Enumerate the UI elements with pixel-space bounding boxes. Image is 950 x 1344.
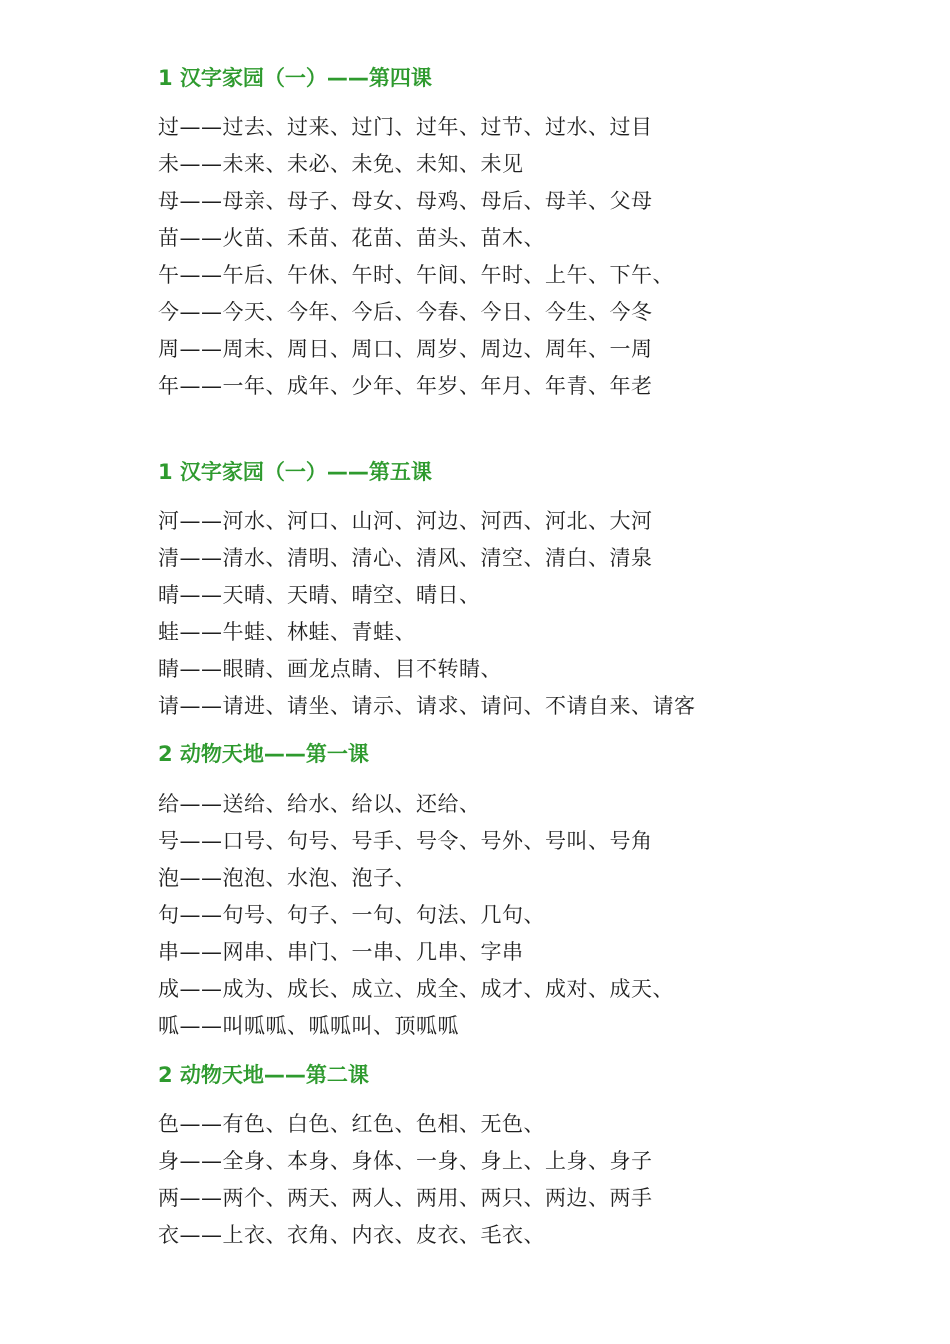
- word-line: 号——口号、句号、号手、号令、号外、号叫、号角: [158, 829, 653, 853]
- word-line: 年——一年、成年、少年、年岁、年月、年青、年老: [158, 374, 653, 398]
- section-heading: 2 动物天地——第二课: [158, 1063, 369, 1087]
- section-heading: 1 汉字家园（一）——第四课: [158, 66, 432, 90]
- word-line: 未——未来、未必、未免、未知、未见: [158, 152, 524, 176]
- word-line: 周——周末、周日、周口、周岁、周边、周年、一周: [158, 337, 653, 361]
- word-line: 身——全身、本身、身体、一身、身上、上身、身子: [158, 1149, 653, 1173]
- word-line: 今——今天、今年、今后、今春、今日、今生、今冬: [158, 300, 653, 324]
- word-line: 过——过去、过来、过门、过年、过节、过水、过目: [158, 115, 653, 139]
- word-line: 请——请进、请坐、请示、请求、请问、不请自来、请客: [158, 694, 696, 718]
- word-line: 晴——天晴、天晴、晴空、晴日、: [158, 583, 481, 607]
- word-line: 午——午后、午休、午时、午间、午时、上午、下午、: [158, 263, 674, 287]
- word-line: 睛——眼睛、画龙点睛、目不转睛、: [158, 657, 502, 681]
- word-line: 衣——上衣、衣角、内衣、皮衣、毛衣、: [158, 1223, 545, 1247]
- word-line: 苗——火苗、禾苗、花苗、苗头、苗木、: [158, 226, 545, 250]
- word-line: 给——送给、给水、给以、还给、: [158, 792, 481, 816]
- word-line: 清——清水、清明、清心、清风、清空、清白、清泉: [158, 546, 653, 570]
- word-line: 河——河水、河口、山河、河边、河西、河北、大河: [158, 509, 653, 533]
- word-line: 两——两个、两天、两人、两用、两只、两边、两手: [158, 1186, 653, 1210]
- word-line: 泡——泡泡、水泡、泡子、: [158, 866, 416, 890]
- word-line: 色——有色、白色、红色、色相、无色、: [158, 1112, 545, 1136]
- word-line: 成——成为、成长、成立、成全、成才、成对、成天、: [158, 977, 674, 1001]
- word-line: 蛙——牛蛙、林蛙、青蛙、: [158, 620, 416, 644]
- section-heading: 1 汉字家园（一）——第五课: [158, 460, 432, 484]
- section-heading: 2 动物天地——第一课: [158, 742, 369, 766]
- word-line: 串——网串、串门、一串、几串、字串: [158, 940, 524, 964]
- word-line: 呱——叫呱呱、呱呱叫、顶呱呱: [158, 1014, 459, 1038]
- word-line: 母——母亲、母子、母女、母鸡、母后、母羊、父母: [158, 189, 653, 213]
- word-line: 句——句号、句子、一句、句法、几句、: [158, 903, 545, 927]
